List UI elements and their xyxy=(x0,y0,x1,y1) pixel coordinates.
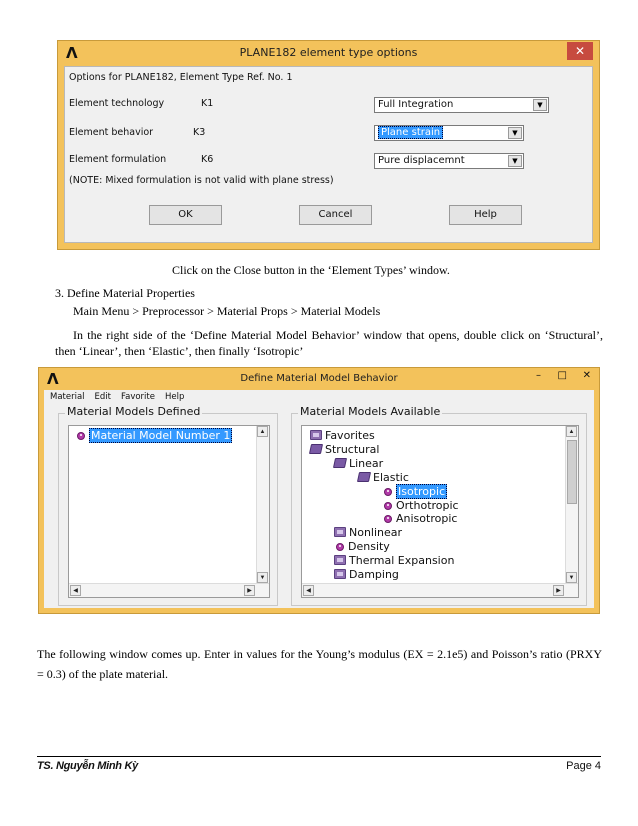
dialog-title: PLANE182 element type options xyxy=(239,46,418,59)
folder-icon xyxy=(334,569,346,579)
element-formulation-label: Element formulation xyxy=(69,154,167,165)
close-icon[interactable]: ✕ xyxy=(582,370,591,381)
folder-icon xyxy=(357,472,371,482)
tree-item-density[interactable] xyxy=(334,540,390,553)
step-3-title: 3. Define Material Properties xyxy=(55,286,195,300)
ansys-logo-icon: Λ xyxy=(47,370,59,388)
horizontal-scrollbar[interactable] xyxy=(302,583,578,597)
material-icon xyxy=(384,488,392,496)
material-models-defined-group xyxy=(58,405,278,606)
element-behavior-label: Element behavior xyxy=(69,127,154,138)
list-item[interactable]: Material Model Number 1 xyxy=(75,429,232,442)
step-3-menu-path: Main Menu > Preprocessor > Material Props > Material Models xyxy=(73,304,381,318)
tree-item-label: Anisotropic xyxy=(396,512,458,526)
defined-models-list[interactable] xyxy=(68,425,270,598)
tree-item-label: Isotropic xyxy=(398,484,446,498)
tree-item-isotropic[interactable] xyxy=(382,485,447,498)
footer-divider xyxy=(37,756,601,757)
element-technology-value: Full Integration xyxy=(378,99,454,110)
k3-key: K3 xyxy=(193,127,206,138)
caption-close-button: Click on the Close button in the ‘Element Types’ window. xyxy=(172,263,450,277)
element-technology-select[interactable] xyxy=(374,97,549,113)
material-models-available-group xyxy=(291,405,587,606)
tree-item-favorites[interactable] xyxy=(310,429,375,442)
tree-item-label: Thermal Expansion xyxy=(349,554,455,568)
tree-item-label: Elastic xyxy=(373,470,409,484)
scroll-thumb[interactable] xyxy=(567,440,577,504)
k1-key: K1 xyxy=(201,98,214,109)
vertical-scrollbar[interactable] xyxy=(565,426,578,583)
tree-item-structural[interactable] xyxy=(310,443,379,456)
ansys-logo-icon: Λ xyxy=(66,44,78,62)
material-icon xyxy=(336,543,344,551)
folder-icon xyxy=(334,555,346,565)
material-icon xyxy=(384,502,392,510)
element-formulation-value: Pure displacemnt xyxy=(378,155,465,166)
dialog-body xyxy=(64,66,593,243)
chevron-down-icon: ▼ xyxy=(533,99,547,111)
close-icon[interactable]: ✕ xyxy=(567,42,593,60)
scroll-right-icon[interactable]: ▶ xyxy=(244,585,255,596)
tree-item-label: Linear xyxy=(349,456,384,470)
scroll-down-icon[interactable]: ▼ xyxy=(566,572,577,583)
scroll-left-icon[interactable]: ◀ xyxy=(70,585,81,596)
ok-button[interactable]: OK xyxy=(149,205,222,225)
define-material-model-dialog xyxy=(38,367,600,614)
tree-item-label: Orthotropic xyxy=(396,498,459,512)
menu-favorite[interactable]: Favorite xyxy=(121,392,155,402)
scroll-up-icon[interactable]: ▲ xyxy=(566,426,577,437)
formulation-note: (NOTE: Mixed formulation is not valid with plane stress) xyxy=(69,175,334,186)
tree-item-label: Structural xyxy=(325,442,380,456)
vertical-scrollbar[interactable] xyxy=(256,426,269,583)
footer-page-number: Page 4 xyxy=(566,760,601,772)
tree-item-orthotropic[interactable] xyxy=(382,499,459,512)
folder-icon xyxy=(310,430,322,440)
scroll-left-icon[interactable]: ◀ xyxy=(303,585,314,596)
element-formulation-select[interactable] xyxy=(374,153,524,169)
tree-item-label: Density xyxy=(348,540,390,554)
folder-icon xyxy=(309,444,323,454)
chevron-down-icon: ▼ xyxy=(508,155,522,167)
menu-help[interactable]: Help xyxy=(164,392,185,402)
material-icon xyxy=(384,515,392,523)
group-title: Material Models Defined xyxy=(67,405,201,418)
scroll-down-icon[interactable]: ▼ xyxy=(257,572,268,583)
folder-icon xyxy=(334,527,346,537)
tree-item-elastic[interactable] xyxy=(358,471,409,484)
options-heading: Options for PLANE182, Element Type Ref. No. 1 xyxy=(69,72,293,83)
maximize-icon[interactable]: □ xyxy=(557,370,567,381)
scroll-right-icon[interactable]: ▶ xyxy=(553,585,564,596)
scroll-up-icon[interactable]: ▲ xyxy=(257,426,268,437)
following-window-paragraph: The following window comes up. Enter in values for the Young’s modulus (EX = 2.1e5) and Poisson’s ratio (PRXY = 0.3) of the plate material. xyxy=(37,647,602,681)
chevron-down-icon: ▼ xyxy=(508,127,522,139)
tree-item-label: Favorites xyxy=(325,429,375,442)
tree-item-anisotropic[interactable] xyxy=(382,512,457,525)
tree-item-nonlinear[interactable] xyxy=(334,526,402,539)
tree-item-thermal-expansion[interactable] xyxy=(334,554,454,567)
step-3-description: In the right side of the ‘Define Material Model Behavior’ window that opens, double click on ‘Structural’, then ‘Linear’, then ‘Elastic’, then finally ‘Isotropic’ xyxy=(55,328,603,358)
help-button[interactable]: Help xyxy=(449,205,522,225)
available-models-tree[interactable] xyxy=(301,425,579,598)
tree-item-label: Damping xyxy=(349,568,399,581)
tree-item-linear[interactable] xyxy=(334,457,383,470)
minimize-icon[interactable]: – xyxy=(536,370,541,381)
menu-edit[interactable]: Edit xyxy=(94,392,111,402)
material-icon xyxy=(77,432,85,440)
element-technology-label: Element technology xyxy=(69,98,165,109)
cancel-button[interactable]: Cancel xyxy=(299,205,372,225)
tree-item-label: Nonlinear xyxy=(349,526,403,540)
group-title: Material Models Available xyxy=(300,405,441,418)
horizontal-scrollbar[interactable] xyxy=(69,583,269,597)
menu-material[interactable]: Material xyxy=(50,392,85,402)
element-behavior-select[interactable] xyxy=(374,125,524,141)
tree-item-damping[interactable] xyxy=(334,568,399,581)
element-behavior-value: Plane strain xyxy=(378,126,443,139)
k6-key: K6 xyxy=(201,154,214,165)
folder-icon xyxy=(333,458,347,468)
element-type-options-dialog xyxy=(57,40,600,250)
menu-bar xyxy=(44,390,594,404)
footer-author: TS. Nguyễn Minh Kỳ xyxy=(37,760,138,772)
dialog-title: Define Material Model Behavior xyxy=(240,373,398,384)
dialog-body xyxy=(44,404,594,608)
